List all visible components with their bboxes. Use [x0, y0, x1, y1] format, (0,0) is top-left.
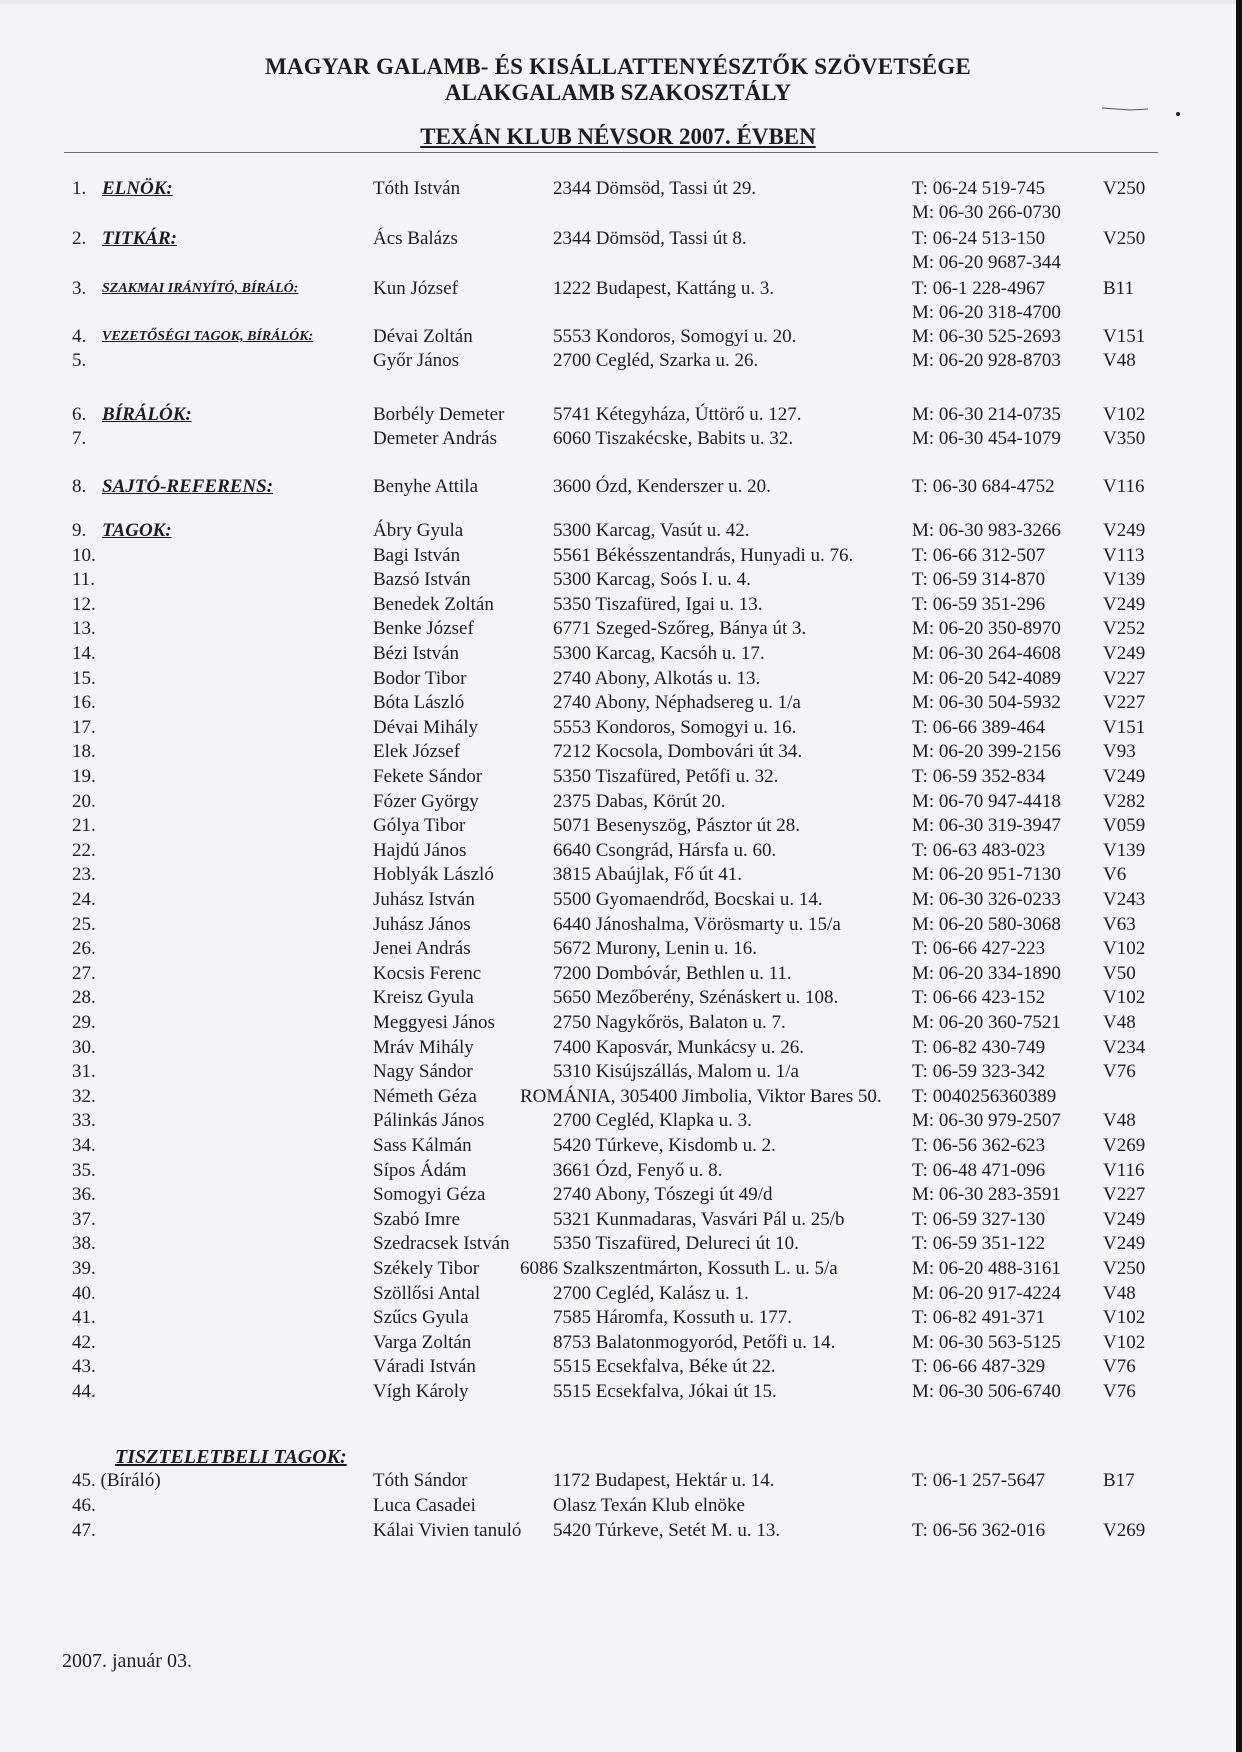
pen-mark	[1100, 104, 1180, 118]
row-number: 13.	[72, 618, 96, 639]
member-row	[0, 1061, 1236, 1085]
member-name: Bóta László	[373, 692, 465, 713]
member-name: Hoblyák László	[373, 864, 494, 885]
row-number: 20.	[72, 791, 96, 812]
member-phone: M: 06-30 525-2693	[912, 326, 1061, 347]
member-name: Szűcs Gyula	[373, 1307, 469, 1328]
member-row	[0, 1209, 1236, 1233]
member-name: Váradi István	[373, 1356, 476, 1377]
member-name: Bézi István	[373, 643, 460, 664]
member-address: 6771 Szeged-Szőreg, Bánya út 3.	[553, 618, 807, 639]
role-label: SAJTÓ-REFERENS:	[102, 476, 274, 497]
member-name: Vígh Károly	[373, 1381, 469, 1402]
role-label: SZAKMAI IRÁNYÍTÓ, BÍRÁLÓ:	[102, 281, 299, 296]
member-row	[0, 791, 1236, 815]
member-code: V249	[1103, 643, 1146, 664]
member-name: Meggyesi János	[373, 1012, 495, 1033]
member-phone: M: 06-20 399-2156	[912, 741, 1061, 762]
member-address: 5300 Karcag, Kacsóh u. 17.	[553, 643, 765, 664]
row-number: 22.	[72, 840, 96, 861]
member-name: Győr János	[373, 350, 460, 371]
member-row	[0, 766, 1236, 790]
member-code: V350	[1103, 428, 1146, 449]
row-number: 25.	[72, 914, 96, 935]
row-number: 5.	[72, 350, 87, 371]
member-row	[0, 1233, 1236, 1257]
member-code: V139	[1103, 840, 1146, 861]
role-label: TITKÁR:	[102, 228, 177, 249]
member-row	[0, 1258, 1236, 1282]
header-divider	[64, 152, 1158, 153]
member-phone: T: 06-1 228-4967	[912, 278, 1046, 299]
member-phone: T: 06-59 351-122	[912, 1233, 1046, 1254]
member-phone: T: 06-24 513-150	[912, 228, 1046, 249]
member-code: V113	[1103, 545, 1145, 566]
member-address: 5515 Ecsekfalva, Jókai út 15.	[553, 1381, 777, 1402]
member-name: Bodor Tibor	[373, 668, 467, 689]
member-code: V227	[1103, 668, 1146, 689]
member-phone: T: 06-82 430-749	[912, 1037, 1046, 1058]
member-name: Nagy Sándor	[373, 1061, 473, 1082]
member-code: V48	[1103, 1110, 1136, 1131]
member-phone: T: 06-24 519-745	[912, 178, 1046, 199]
member-address: 2344 Dömsöd, Tassi út 8.	[553, 228, 747, 249]
row-number: 24.	[72, 889, 96, 910]
member-code: V234	[1103, 1037, 1146, 1058]
member-code: V76	[1103, 1061, 1136, 1082]
row-number: 2.	[72, 228, 87, 249]
member-row	[0, 840, 1236, 864]
member-phone: M: 06-30 454-1079	[912, 428, 1061, 449]
member-code: V250	[1103, 178, 1146, 199]
member-row	[0, 594, 1236, 618]
member-phone: T: 06-66 389-464	[912, 717, 1046, 738]
row-number: 14.	[72, 643, 96, 664]
row-number: 36.	[72, 1184, 96, 1205]
member-name: Dévai Zoltán	[373, 326, 473, 347]
member-address: 5500 Gyomaendrőd, Bocskai u. 14.	[553, 889, 823, 910]
officer-row	[0, 476, 1236, 500]
member-row	[0, 569, 1236, 593]
row-number: 39.	[72, 1258, 96, 1279]
row-number: 15.	[72, 668, 96, 689]
member-phone: M: 06-30 326-0233	[912, 889, 1061, 910]
member-code: V116	[1103, 1160, 1145, 1181]
member-address: 5300 Karcag, Soós I. u. 4.	[553, 569, 751, 590]
member-name: Kun József	[373, 278, 458, 299]
member-phone: T: 06-56 362-623	[912, 1135, 1046, 1156]
row-number: 38.	[72, 1233, 96, 1254]
honorary-row	[0, 1470, 1236, 1494]
member-row	[0, 987, 1236, 1011]
member-address: 5553 Kondoros, Somogyi u. 16.	[553, 717, 797, 738]
member-name: Fózer György	[373, 791, 479, 812]
member-name: Bazsó István	[373, 569, 471, 590]
member-code: V249	[1103, 1209, 1146, 1230]
member-code: V282	[1103, 791, 1146, 812]
member-address: 1172 Budapest, Hektár u. 14.	[553, 1470, 775, 1491]
member-name: Kálai Vivien tanuló	[373, 1520, 522, 1541]
member-address: 2700 Cegléd, Kalász u. 1.	[553, 1283, 749, 1304]
member-address: 2700 Cegléd, Szarka u. 26.	[553, 350, 759, 371]
row-number: 31.	[72, 1061, 96, 1082]
member-code: V76	[1103, 1381, 1136, 1402]
row-number: 23.	[72, 864, 96, 885]
member-name: Tóth István	[373, 178, 461, 199]
member-code: V269	[1103, 1135, 1146, 1156]
officer-row	[0, 404, 1236, 428]
member-address: 6060 Tiszakécske, Babits u. 32.	[553, 428, 794, 449]
member-code: V243	[1103, 889, 1146, 910]
member-address: 2750 Nagykőrös, Balaton u. 7.	[553, 1012, 786, 1033]
member-address: 5350 Tiszafüred, Delureci út 10.	[553, 1233, 799, 1254]
member-code: V139	[1103, 569, 1146, 590]
member-name: Juhász János	[373, 914, 471, 935]
member-code: V102	[1103, 938, 1146, 959]
row-number: 29.	[72, 1012, 96, 1033]
member-address: 3661 Ózd, Fenyő u. 8.	[553, 1160, 723, 1181]
member-name: Borbély Demeter	[373, 404, 505, 425]
member-mobile: M: 06-30 266-0730	[912, 202, 1061, 223]
member-address: 5650 Mezőberény, Szénáskert u. 108.	[553, 987, 839, 1008]
member-phone: T: 06-48 471-096	[912, 1160, 1046, 1181]
officer-row	[0, 278, 1236, 302]
member-phone: T: 06-1 257-5647	[912, 1470, 1046, 1491]
member-row	[0, 1012, 1236, 1036]
member-name: Ács Balázs	[373, 228, 458, 249]
member-phone: T: 06-66 312-507	[912, 545, 1046, 566]
member-phone: M: 06-20 334-1890	[912, 963, 1061, 984]
officer-row	[0, 178, 1236, 202]
member-name: Somogyi Géza	[373, 1184, 486, 1205]
row-number: 16.	[72, 692, 96, 713]
member-name: Gólya Tibor	[373, 815, 466, 836]
row-number: 10.	[72, 545, 96, 566]
row-number: 30.	[72, 1037, 96, 1058]
row-number: 11.	[72, 569, 96, 590]
member-phone: T: 06-30 684-4752	[912, 476, 1055, 497]
member-address: 7200 Dombóvár, Bethlen u. 11.	[553, 963, 792, 984]
member-row	[0, 545, 1236, 569]
member-code: V48	[1103, 350, 1136, 371]
row-number: 34.	[72, 1135, 96, 1156]
officer-row	[0, 326, 1236, 350]
row-number: 26.	[72, 938, 96, 959]
member-phone: T: 06-82 491-371	[912, 1307, 1046, 1328]
member-row	[0, 815, 1236, 839]
member-code: V249	[1103, 520, 1146, 541]
role-label: ELNÖK:	[102, 178, 173, 199]
member-row	[0, 643, 1236, 667]
member-phone: T: 06-59 323-342	[912, 1061, 1046, 1082]
member-address: 5741 Kétegyháza, Úttörő u. 127.	[553, 404, 802, 425]
member-phone: M: 06-70 947-4418	[912, 791, 1061, 812]
member-name: Dévai Mihály	[373, 717, 479, 738]
row-number: 43.	[72, 1356, 96, 1377]
member-phone: M: 06-30 283-3591	[912, 1184, 1061, 1205]
member-address: 6640 Csongrád, Hársfa u. 60.	[553, 840, 777, 861]
row-number: 32.	[72, 1086, 96, 1107]
member-row	[0, 963, 1236, 987]
member-address: 7212 Kocsola, Dombovári út 34.	[553, 741, 803, 762]
member-row	[0, 717, 1236, 741]
member-code: V102	[1103, 404, 1146, 425]
member-code: V102	[1103, 987, 1146, 1008]
member-name: Benke József	[373, 618, 474, 639]
member-name: Fekete Sándor	[373, 766, 483, 787]
member-name: Kreisz Gyula	[373, 987, 474, 1008]
member-row	[0, 1356, 1236, 1380]
member-code: B17	[1103, 1470, 1135, 1491]
member-name: Tóth Sándor	[373, 1470, 468, 1491]
row-number: 37.	[72, 1209, 96, 1230]
member-row	[0, 864, 1236, 888]
member-mobile: M: 06-20 318-4700	[912, 302, 1061, 323]
member-phone: T: 06-59 351-296	[912, 594, 1046, 615]
member-row	[0, 1135, 1236, 1159]
member-address: 5350 Tiszafüred, Igai u. 13.	[553, 594, 763, 615]
role-label: TAGOK:	[102, 520, 172, 541]
member-address: 5561 Békésszentandrás, Hunyadi u. 76.	[553, 545, 854, 566]
member-row	[0, 692, 1236, 716]
member-phone: T: 0040256360389	[912, 1086, 1057, 1107]
member-address: 5553 Kondoros, Somogyi u. 20.	[553, 326, 797, 347]
member-phone: M: 06-30 506-6740	[912, 1381, 1061, 1402]
member-phone: M: 06-30 504-5932	[912, 692, 1061, 713]
member-name: Sass Kálmán	[373, 1135, 472, 1156]
member-code: V252	[1103, 618, 1146, 639]
honorary-row	[0, 1520, 1236, 1544]
member-name: Bagi István	[373, 545, 461, 566]
member-code: V63	[1103, 914, 1136, 935]
row-number: 6.	[72, 404, 87, 425]
member-phone: M: 06-20 360-7521	[912, 1012, 1061, 1033]
member-name: Elek József	[373, 741, 461, 762]
document-date: 2007. január 03.	[62, 1650, 192, 1672]
member-row	[0, 741, 1236, 765]
member-address: 5420 Túrkeve, Kisdomb u. 2.	[553, 1135, 776, 1156]
row-number: 41.	[72, 1307, 96, 1328]
member-name: Szedracsek István	[373, 1233, 510, 1254]
honorary-row	[0, 1495, 1236, 1519]
member-phone: T: 06-59 352-834	[912, 766, 1046, 787]
row-number: 4.	[72, 326, 87, 347]
member-code: V6	[1103, 864, 1127, 885]
member-name: Juhász István	[373, 889, 475, 910]
member-row	[0, 1307, 1236, 1331]
member-address: 5420 Túrkeve, Setét M. u. 13.	[553, 1520, 781, 1541]
member-name: Jenei András	[373, 938, 471, 959]
member-phone: T: 06-56 362-016	[912, 1520, 1046, 1541]
member-name: Benedek Zoltán	[373, 594, 494, 615]
member-code: V151	[1103, 326, 1146, 347]
member-row	[0, 668, 1236, 692]
member-phone: T: 06-63 483-023	[912, 840, 1046, 861]
officer-row	[0, 350, 1236, 374]
member-name: Hajdú János	[373, 840, 467, 861]
member-address: 2740 Abony, Alkotás u. 13.	[553, 668, 761, 689]
member-phone: M: 06-30 983-3266	[912, 520, 1061, 541]
member-name: Szöllősi Antal	[373, 1283, 481, 1304]
member-code: V102	[1103, 1332, 1146, 1353]
row-number: 42.	[72, 1332, 96, 1353]
member-phone: M: 06-20 951-7130	[912, 864, 1061, 885]
member-phone: T: 06-59 314-870	[912, 569, 1046, 590]
row-number: 35.	[72, 1160, 96, 1181]
member-address: 5321 Kunmadaras, Vasvári Pál u. 25/b	[553, 1209, 845, 1230]
row-number: 17.	[72, 717, 96, 738]
member-name: Varga Zoltán	[373, 1332, 472, 1353]
member-code: V50	[1103, 963, 1136, 984]
row-number: 40.	[72, 1283, 96, 1304]
member-phone: M: 06-30 563-5125	[912, 1332, 1061, 1353]
row-number: 45. (Bíráló)	[72, 1470, 161, 1491]
member-address: 2344 Dömsöd, Tassi út 29.	[553, 178, 757, 199]
member-address: 5300 Karcag, Vasút u. 42.	[553, 520, 750, 541]
member-row	[0, 1160, 1236, 1184]
member-code: V249	[1103, 1233, 1146, 1254]
member-address: ROMÁNIA, 305400 Jimbolia, Viktor Bares 50.	[520, 1086, 882, 1107]
member-name: Ábry Gyula	[373, 520, 464, 541]
role-label: VEZETŐSÉGI TAGOK, BÍRÁLÓK:	[102, 329, 314, 344]
member-phone: M: 06-20 488-3161	[912, 1258, 1061, 1279]
row-number: 12.	[72, 594, 96, 615]
honorary-members-heading: TISZTELETBELI TAGOK:	[115, 1446, 347, 1468]
member-address: 2700 Cegléd, Klapka u. 3.	[553, 1110, 752, 1131]
member-name: Sípos Ádám	[373, 1160, 467, 1181]
member-row	[0, 1332, 1236, 1356]
member-name: Kocsis Ferenc	[373, 963, 482, 984]
member-address: 6086 Szalkszentmárton, Kossuth L. u. 5/a	[520, 1258, 838, 1279]
officer-row	[0, 228, 1236, 252]
row-number: 27.	[72, 963, 96, 984]
member-code: V102	[1103, 1307, 1146, 1328]
member-name: Demeter András	[373, 428, 497, 449]
member-phone: M: 06-30 214-0735	[912, 404, 1061, 425]
member-address: 5672 Murony, Lenin u. 16.	[553, 938, 758, 959]
row-number: 19.	[72, 766, 96, 787]
member-address: 2375 Dabas, Körút 20.	[553, 791, 726, 812]
member-name: Szabó Imre	[373, 1209, 461, 1230]
member-row	[0, 1037, 1236, 1061]
member-code: V116	[1103, 476, 1145, 497]
row-number: 7.	[72, 428, 87, 449]
member-row	[0, 1283, 1236, 1307]
member-row	[0, 914, 1236, 938]
member-code: V269	[1103, 1520, 1146, 1541]
officer-row	[0, 428, 1236, 452]
member-code: V76	[1103, 1356, 1136, 1377]
organization-title: MAGYAR GALAMB- ÉS KISÁLLATTENYÉSZTŐK SZÖVETSÉGE	[265, 54, 971, 79]
row-number: 3.	[72, 278, 87, 299]
member-phone: M: 06-30 979-2507	[912, 1110, 1061, 1131]
member-code: V250	[1103, 228, 1146, 249]
member-name: Pálinkás János	[373, 1110, 485, 1131]
member-code: V249	[1103, 594, 1146, 615]
member-address: 6440 Jánoshalma, Vörösmarty u. 15/a	[553, 914, 841, 935]
member-address: 3815 Abaújlak, Fő út 41.	[553, 864, 742, 885]
role-label: BÍRÁLÓK:	[102, 404, 192, 425]
member-address: 2740 Abony, Néphadsereg u. 1/a	[553, 692, 801, 713]
member-code: V93	[1103, 741, 1136, 762]
member-name: Németh Géza	[373, 1086, 477, 1107]
member-address: 5071 Besenyszög, Pásztor út 28.	[553, 815, 800, 836]
member-row	[0, 1110, 1236, 1134]
member-code: V059	[1103, 815, 1146, 836]
member-phone: T: 06-66 427-223	[912, 938, 1046, 959]
row-number: 9.	[72, 520, 87, 541]
row-number: 46.	[72, 1495, 96, 1516]
member-code: B11	[1103, 278, 1134, 299]
member-code: V249	[1103, 766, 1146, 787]
member-phone: M: 06-20 350-8970	[912, 618, 1061, 639]
member-address: 5310 Kisújszállás, Malom u. 1/a	[553, 1061, 799, 1082]
member-code: V48	[1103, 1283, 1136, 1304]
member-phone: T: 06-66 487-329	[912, 1356, 1046, 1377]
member-row	[0, 520, 1236, 544]
member-row	[0, 889, 1236, 913]
member-code: V227	[1103, 1184, 1146, 1205]
section-title: ALAKGALAMB SZAKOSZTÁLY	[444, 80, 792, 105]
member-address: 7400 Kaposvár, Munkácsy u. 26.	[553, 1037, 804, 1058]
member-name: Benyhe Attila	[373, 476, 479, 497]
scan-edge-right	[1236, 0, 1242, 1752]
row-number: 8.	[72, 476, 87, 497]
member-name: Székely Tibor	[373, 1258, 480, 1279]
member-phone: M: 06-30 264-4608	[912, 643, 1061, 664]
member-phone: M: 06-20 928-8703	[912, 350, 1061, 371]
member-code: V48	[1103, 1012, 1136, 1033]
member-address: Olasz Texán Klub elnöke	[553, 1495, 745, 1516]
member-address: 3600 Ózd, Kenderszer u. 20.	[553, 476, 771, 497]
member-phone: M: 06-20 580-3068	[912, 914, 1061, 935]
member-address: 5350 Tiszafüred, Petőfi u. 32.	[553, 766, 779, 787]
member-row	[0, 618, 1236, 642]
member-phone: M: 06-20 917-4224	[912, 1283, 1061, 1304]
member-phone: T: 06-59 327-130	[912, 1209, 1046, 1230]
member-code: V250	[1103, 1258, 1146, 1279]
member-address: 2740 Abony, Tószegi út 49/d	[553, 1184, 773, 1205]
member-phone: M: 06-30 319-3947	[912, 815, 1061, 836]
member-address: 8753 Balatonmogyoród, Petőfi u. 14.	[553, 1332, 836, 1353]
scan-edge-top	[0, 0, 1242, 4]
row-number: 47.	[72, 1520, 96, 1541]
roster-title: TEXÁN KLUB NÉVSOR 2007. ÉVBEN	[420, 124, 816, 149]
member-mobile: M: 06-20 9687-344	[912, 252, 1061, 273]
member-address: 7585 Háromfa, Kossuth u. 177.	[553, 1307, 793, 1328]
row-number: 33.	[72, 1110, 96, 1131]
member-name: Luca Casadei	[373, 1495, 476, 1516]
member-phone: T: 06-66 423-152	[912, 987, 1046, 1008]
row-number: 21.	[72, 815, 96, 836]
member-name: Mráv Mihály	[373, 1037, 474, 1058]
member-row	[0, 1381, 1236, 1405]
row-number: 18.	[72, 741, 96, 762]
member-address: 1222 Budapest, Kattáng u. 3.	[553, 278, 775, 299]
member-phone: M: 06-20 542-4089	[912, 668, 1061, 689]
member-row	[0, 1184, 1236, 1208]
row-number: 1.	[72, 178, 87, 199]
row-number: 28.	[72, 987, 96, 1008]
member-row	[0, 938, 1236, 962]
member-row	[0, 1086, 1236, 1110]
member-address: 5515 Ecsekfalva, Béke út 22.	[553, 1356, 776, 1377]
member-code: V227	[1103, 692, 1146, 713]
row-number: 44.	[72, 1381, 96, 1402]
member-code: V151	[1103, 717, 1146, 738]
